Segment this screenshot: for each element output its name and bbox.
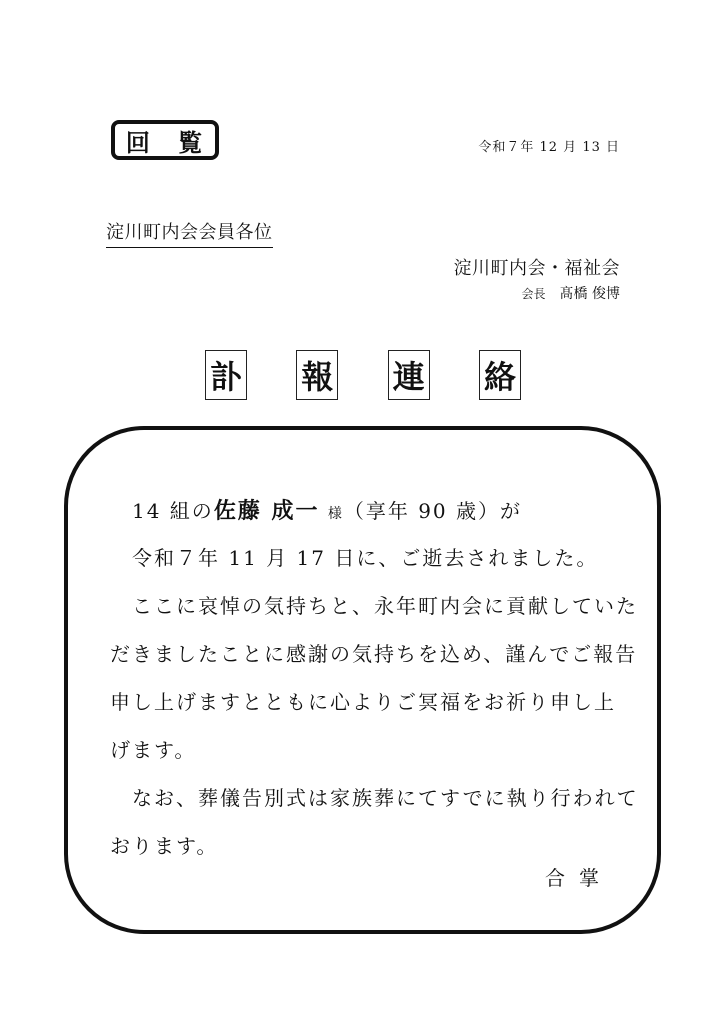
closing-salutation: 合掌	[545, 866, 613, 890]
notice-line-text: げます。	[110, 738, 197, 762]
circulation-badge: 回 覧	[111, 120, 219, 160]
notice-line-text: おります。	[110, 834, 219, 858]
notice-line	[110, 638, 637, 667]
notice-line	[110, 542, 598, 571]
headline-char: 訃	[205, 350, 247, 400]
notice-line	[110, 590, 638, 619]
addressee: 淀川町内会会員各位	[106, 218, 273, 248]
notice-frame	[64, 426, 661, 934]
notice-line-text: 申し上げますとともに心よりご冥福をお祈り申し上	[110, 690, 616, 714]
notice-line	[110, 830, 218, 859]
notice-line-text: なお、葬儀告別式は家族葬にてすでに執り行われて	[132, 786, 639, 810]
sender-chair	[522, 283, 620, 303]
notice-line	[110, 782, 639, 811]
headline-char: 連	[388, 350, 430, 400]
sender-organization: 淀川町内会・福祉会	[453, 258, 620, 279]
notice-line-text: ここに哀悼の気持ちと、永年町内会に貢献していた	[132, 594, 638, 618]
notice-line-text: だきましたことに感謝の気持ちを込め、謹んでご報告	[110, 642, 638, 666]
notice-line	[110, 734, 196, 763]
notice-line-text: 令和７年 11 月 17 日に、ご逝去されました。	[132, 546, 599, 570]
deceased-name: 佐藤 成一	[213, 499, 320, 524]
deceased-group: 14 組の	[132, 499, 214, 523]
sender-role: 会長	[521, 287, 546, 301]
deceased-age: （享年 90 歳）が	[343, 499, 523, 523]
notice-line	[110, 686, 616, 715]
sender-name: 髙橋 俊博	[559, 286, 620, 302]
notice-line	[110, 494, 522, 525]
notice-body	[68, 430, 657, 930]
headline	[205, 350, 521, 402]
headline-char: 絡	[479, 350, 521, 400]
honorific: 様	[327, 506, 344, 522]
issue-date: 令和７年 12 月 13 日	[478, 140, 620, 155]
headline-char: 報	[296, 350, 338, 400]
